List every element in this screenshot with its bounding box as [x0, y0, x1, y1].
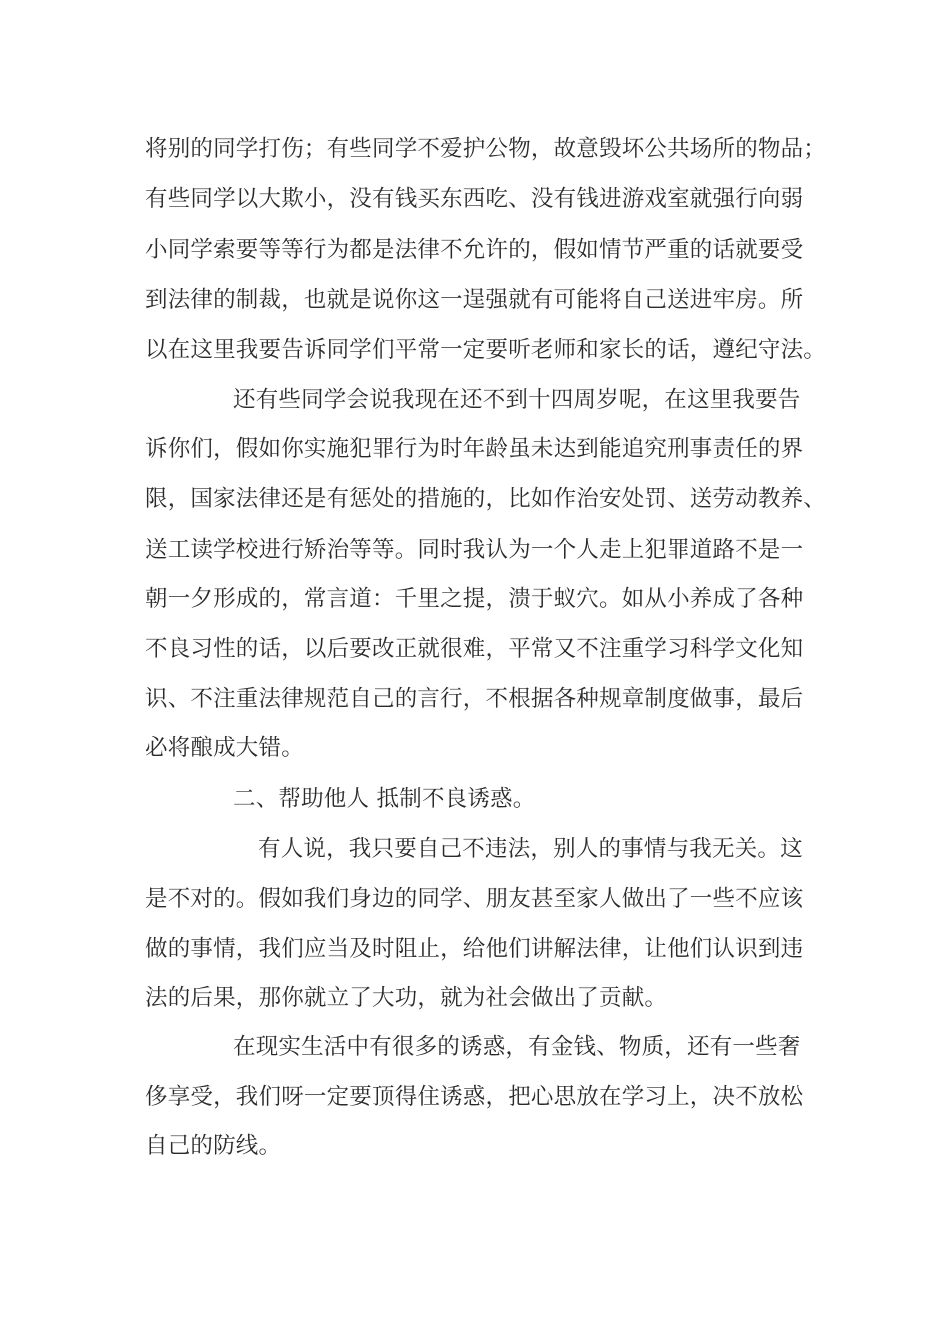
text-line: 在现实生活中有很多的诱惑，有金钱、物质，还有一些奢	[233, 1034, 801, 1060]
text-line: 是不对的。假如我们身边的同学、朋友甚至家人做出了一些不应该	[145, 886, 804, 912]
text-line: 不良习性的话，以后要改正就很难，平常又不注重学习科学文化知	[145, 636, 804, 662]
text-line: 做的事情，我们应当及时阻止，给他们讲解法律，让他们认识到违	[145, 936, 804, 962]
text-line: 有些同学以大欺小，没有钱买东西吃、没有钱进游戏室就强行向弱	[145, 186, 804, 212]
text-line: 限，国家法律还是有惩处的措施的，比如作治安处罚、送劳动教养、	[145, 486, 827, 512]
text-line: 送工读学校进行矫治等等。同时我认为一个人走上犯罪道路不是一	[145, 537, 804, 563]
text-line: 到法律的制裁，也就是说你这一逞强就有可能将自己送进牢房。所	[145, 287, 804, 313]
text-line: 以在这里我要告诉同学们平常一定要听老师和家长的话，遵纪守法。	[145, 337, 827, 363]
text-line: 诉你们，假如你实施犯罪行为时年龄虽未达到能追究刑事责任的界	[145, 436, 804, 462]
text-line: 法的后果，那你就立了大功，就为社会做出了贡献。	[145, 985, 668, 1011]
text-line: 还有些同学会说我现在还不到十四周岁呢，在这里我要告	[233, 387, 801, 413]
text-line: 将别的同学打伤；有些同学不爱护公物，故意毁坏公共场所的物品；	[145, 136, 827, 162]
text-line: 必将酿成大错。	[145, 735, 304, 761]
text-line: 自己的防线。	[145, 1133, 282, 1159]
text-line: 识、不注重法律规范自己的言行，不根据各种规章制度做事，最后	[145, 686, 804, 712]
text-line: 有人说，我只要自己不违法，别人的事情与我无关。这	[258, 836, 803, 862]
text-line: 侈享受，我们呀一定要顶得住诱惑，把心思放在学习上，决不放松	[145, 1084, 804, 1110]
text-line: 小同学索要等等行为都是法律不允许的，假如情节严重的话就要受	[145, 237, 804, 263]
section-heading: 二、帮助他人 抵制不良诱惑。	[233, 786, 536, 812]
text-line: 朝一夕形成的，常言道：千里之提，溃于蚁穴。如从小养成了各种	[145, 586, 804, 612]
